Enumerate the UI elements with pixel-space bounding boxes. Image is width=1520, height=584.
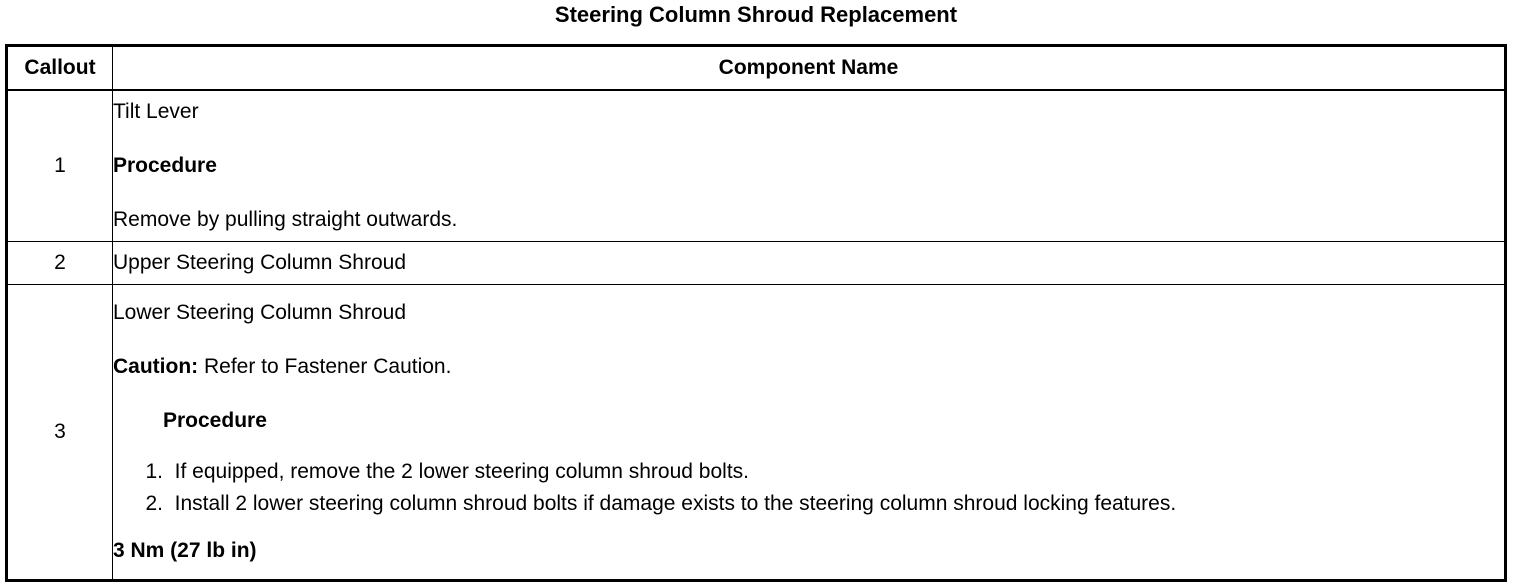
table-row	[7, 242, 1506, 285]
table-row	[7, 90, 1506, 242]
table-header-row	[7, 46, 1506, 91]
component-name: Lower Steering Column Shroud	[113, 301, 406, 324]
component-name: Tilt Lever	[113, 100, 199, 123]
component-name: Upper Steering Column Shroud	[113, 251, 406, 274]
callout-cell: 2	[7, 242, 113, 285]
procedure-steps	[113, 456, 1504, 520]
component-cell	[113, 285, 1506, 581]
callout-column-header: Callout	[7, 46, 113, 91]
callout-cell: 1	[7, 90, 113, 242]
component-cell	[113, 90, 1506, 242]
caution-text: Refer to Fastener Caution.	[198, 355, 452, 378]
torque-spec: 3 Nm (27 lb in)	[113, 539, 257, 562]
caution-label: Caution:	[113, 355, 199, 378]
component-column-header: Component Name	[113, 46, 1506, 91]
step-number: 1.	[145, 460, 163, 483]
step-text: If equipped, remove the 2 lower steering column shroud bolts.	[174, 460, 749, 483]
list-item	[113, 456, 1504, 488]
component-table	[5, 44, 1507, 582]
procedure-text: Remove by pulling straight outwards.	[113, 208, 458, 231]
caution-note	[113, 354, 1504, 380]
list-item	[113, 488, 1504, 520]
callout-cell: 3	[7, 285, 113, 581]
step-number: 2.	[145, 492, 163, 515]
component-cell	[113, 242, 1506, 285]
procedure-heading: Procedure	[113, 154, 217, 177]
procedure-heading: Procedure	[163, 409, 267, 432]
step-text: Install 2 lower steering column shroud bolts if damage exists to the steering column shroud locking features.	[174, 492, 1177, 515]
page-title: Steering Column Shroud Replacement	[554, 2, 958, 27]
table-row	[7, 285, 1506, 581]
